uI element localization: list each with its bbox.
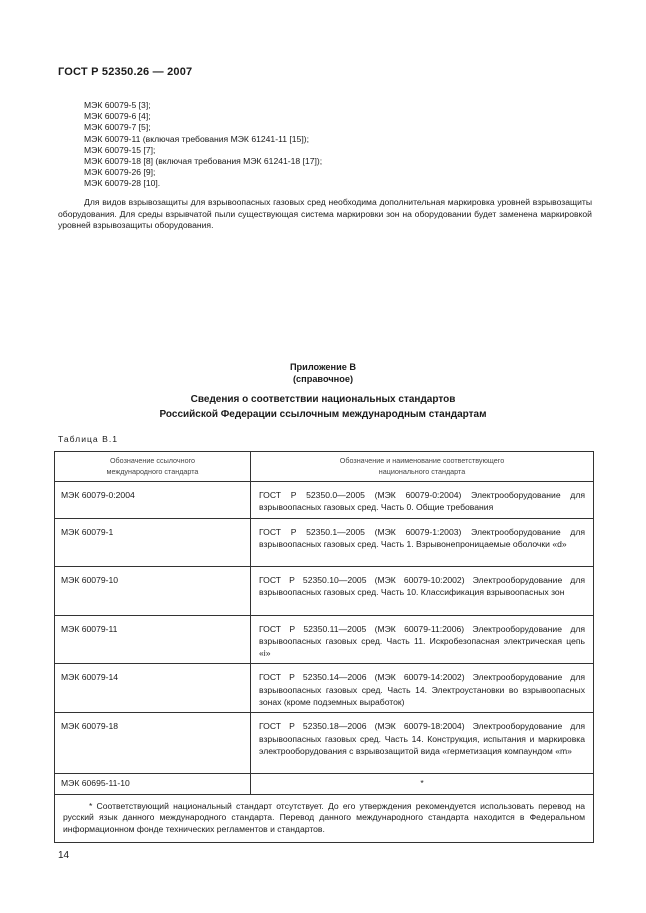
international-standard-cell: МЭК 60079-18	[55, 713, 251, 774]
table-footnote: * Соответствующий национальный стандарт отсутствует. До его утверждения рекомендуется использовать перевод на русский язык данного международного стандарта. Перевод данного международного стандарта находится в Федеральном информационном фонде технических регламентов и стандартов.	[55, 794, 594, 842]
international-standard-cell: МЭК 60079-14	[55, 664, 251, 713]
international-standard-cell: МЭК 60695-11-10	[55, 774, 251, 794]
correspondence-table	[54, 451, 594, 843]
reference-list	[84, 100, 322, 190]
annex-heading-line: Сведения о соответствии национальных стандартов	[190, 394, 456, 405]
international-standard-cell: МЭК 60079-0:2004	[55, 482, 251, 519]
reference-item: МЭК 60079-26 [9];	[84, 167, 156, 178]
national-standard-cell: ГОСТ Р 52350.0—2005 (МЭК 60079-0:2004) Электрооборудование для взрывоопасных газовых сред. Часть 0. Общие требования	[251, 482, 594, 519]
reference-item: МЭК 60079-11 (включая требования МЭК 61241-11 [15]);	[84, 133, 309, 144]
table-row	[55, 713, 594, 774]
national-standard-cell: ГОСТ Р 52350.18—2006 (МЭК 60079-18:2004) Электрооборудование для взрывоопасных газовых сред. Часть 14. Конструкция, испытания и маркировка электрооборудования с взрывозащитой вида «герметизация компаундом «m»	[251, 713, 594, 774]
table-row	[55, 518, 594, 566]
table-row	[55, 482, 594, 519]
annex-type: (справочное)	[292, 374, 353, 384]
document-header: ГОСТ Р 52350.26 — 2007	[58, 66, 193, 78]
column-header-national: Обозначение и наименование соответствующего национального стандарта	[251, 452, 594, 482]
reference-item: МЭК 60079-15 [7];	[84, 144, 156, 155]
national-standard-cell: ГОСТ Р 52350.10—2005 (МЭК 60079-10:2002) Электрооборудование для взрывоопасных газовых сред. Часть 10. Классификация взрывоопасных зон	[251, 566, 594, 615]
annex-heading-line: Российской Федерации ссылочным международным стандартам	[159, 408, 487, 420]
annex-heading	[0, 393, 646, 422]
table-caption: Таблица В.1	[58, 434, 118, 444]
international-standard-cell: МЭК 60079-11	[55, 615, 251, 664]
page-number: 14	[58, 850, 70, 861]
international-standard-cell: МЭК 60079-1	[55, 518, 251, 566]
national-standard-cell: ГОСТ Р 52350.1—2005 (МЭК 60079-1:2003) Электрооборудование для взрывоопасных газовых сред. Часть 1. Взрывонепроницаемые оболочки «d»	[251, 518, 594, 566]
body-paragraph: Для видов взрывозащиты для взрывоопасных газовых сред необходима дополнительная маркировка уровней взрывозащиты оборудования. Для среды взрывчатой пыли существующая система маркировки зон на оборудовании будет заменена маркировкой уровней взрывозащиты оборудования.	[58, 197, 592, 231]
column-header-international: Обозначение ссылочного международного стандарта	[55, 452, 251, 482]
annex-title: Приложение В	[289, 362, 357, 372]
table-row	[55, 615, 594, 664]
international-standard-cell: МЭК 60079-10	[55, 566, 251, 615]
national-standard-cell: ГОСТ Р 52350.11—2005 (МЭК 60079-11:2006) Электрооборудование для взрывоопасных газовых сред. Часть 11. Искробезопасная электрическая цепь «i»	[251, 615, 594, 664]
reference-item: МЭК 60079-7 [5];	[84, 122, 151, 133]
reference-item: МЭК 60079-6 [4];	[84, 111, 151, 122]
reference-item: МЭК 60079-5 [3];	[84, 100, 151, 110]
reference-item: МЭК 60079-28 [10].	[84, 178, 161, 189]
reference-item: МЭК 60079-18 [8] (включая требования МЭК 61241-18 [17]);	[84, 156, 323, 167]
national-standard-cell: ГОСТ Р 52350.14—2006 (МЭК 60079-14:2002) Электрооборудование для взрывоопасных газовых сред. Часть 14. Электроустановки во взрывоопасных зонах (кроме подземных выработок)	[251, 664, 594, 713]
table-row	[55, 664, 594, 713]
national-standard-cell: *	[251, 774, 594, 794]
table-row	[55, 774, 594, 794]
table-footnote-row	[55, 794, 594, 842]
table-header-row	[55, 452, 594, 482]
table-row	[55, 566, 594, 615]
